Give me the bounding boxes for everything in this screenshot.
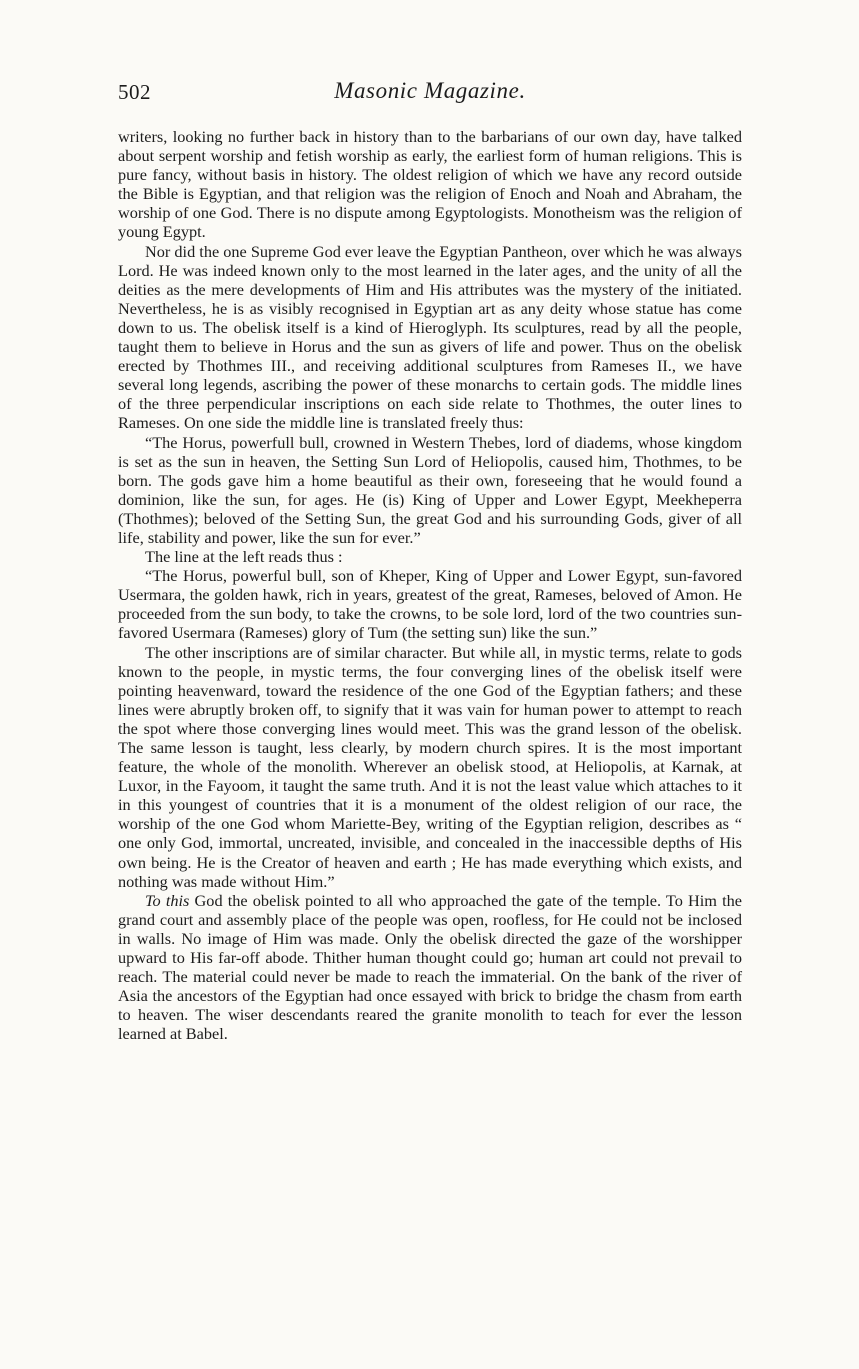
paragraph-other-inscriptions: The other inscriptions are of similar character. But while all, in mystic terms, relate to gods known to the people, in mystic terms, the four converging lines of the obelisk itself were pointing heavenward, toward the residence of the one God of the Egyptian fathers; and these lines were abruptly broken off, to signify that it was vain for human power to attempt to reach the spot where those converging lines would meet. This was the grand lesson of the obelisk. The same lesson is taught, less clearly, by modern church spires. It is the most important feature, the whole of the monolith. Wherever an obelisk stood, at Heliopolis, at Karnak, at Luxor, in the Fayoom, it taught the same truth. And it is not the least value which attaches to it in this youngest of countries that it is a monument of the oldest religion of our race, the worship of the one God whom Mariette-Bey, writing of the Egyptian religion, describes as “ one only God, immortal, uncreated, invisible, and concealed in the inaccessible depths of His own being. He is the Creator of heaven and earth ; He has made everything which exists, and nothing was made without Him.” [118, 642, 742, 891]
page-number: 502 [118, 80, 151, 104]
paragraph-closing-lead: To this [145, 890, 190, 910]
paragraph-left-line-intro: The line at the left reads thus : [145, 547, 343, 567]
paragraph-2: Nor did the one Supreme God ever leave the Egyptian Pantheon, over which he was always Lord. He was indeed known only to the most learned in the later ages, and the unity of all the deities as the mere developments of Him and His attributes was the mystery of the initiated. Nevertheless, he is as visibly recognised in Egyptian art as any deity whose statue has come down to us. The obelisk itself is a kind of Hieroglyph. Its sculptures, read by all the people, taught them to believe in Horus and the sun as givers of life and power. Thus on the obelisk erected by Thothmes III., and receiving additional sculptures from Rameses II., we have several long legends, ascribing the power of these monarchs to certain gods. The middle lines of the three perpendicular inscriptions on each side relate to Thothmes, the outer lines to Rameses. On one side the middle line is translated freely thus: [118, 241, 742, 433]
paragraph-closing [118, 891, 742, 1044]
running-title: Masonic Magazine. [334, 78, 526, 103]
article-body [118, 127, 742, 1044]
paragraph-1: writers, looking no further back in history than to the barbarians of our own day, have talked about serpent worship and fetish worship as early, the earliest form of human religions. This is pure fancy, without basis in history. The oldest religion of which we have any record outside the Bible is Egyptian, and that religion was the religion of Enoch and Noah and Abraham, the worship of one God. There is no dispute among Egyptologists. Monotheism was the religion of young Egypt. [118, 127, 742, 242]
page-header [118, 78, 742, 114]
quotation-middle-line: “The Horus, powerfull bull, crowned in Western Thebes, lord of diadems, whose kingdom is set as the sun in heaven, the Setting Sun Lord of Heliopolis, caused him, Thothmes, to be born. The gods gave him a home beautiful as their own, foreseeing that he would found a dominion, like the sun, for ages. He (is) King of Upper and Lower Egypt, Meekheperra (Thothmes); beloved of the Setting Sun, the great God and his surrounding Gods, giver of all life, stability and power, like the sun for ever.” [118, 432, 742, 547]
paragraph-closing-text: God the obelisk pointed to all who approached the gate of the temple. To Him the grand court and assembly place of the people was open, roofless, for He could not be inclosed in walls. No image of Him was made. Only the obelisk directed the gaze of the worshipper upward to His far-off abode. Thither human thought could go; human art could not prevail to reach. The material could never be made to reach the immaterial. On the bank of the river of Asia the ancestors of the Egyptian had once essayed with brick to bridge the chasm from earth to heaven. The wiser descendants reared the granite monolith to teach for ever the lesson learned at Babel. [118, 890, 742, 1044]
quotation-left-line: “The Horus, powerful bull, son of Kheper, King of Upper and Lower Egypt, sun-favored Usermara, the golden hawk, rich in years, greatest of the great, Rameses, beloved of Amon. He proceeded from the sun body, to take the crowns, to be sole lord, lord of the two countries sun-favored Usermara (Rameses) glory of Tum (the setting sun) like the sun.” [118, 566, 742, 643]
